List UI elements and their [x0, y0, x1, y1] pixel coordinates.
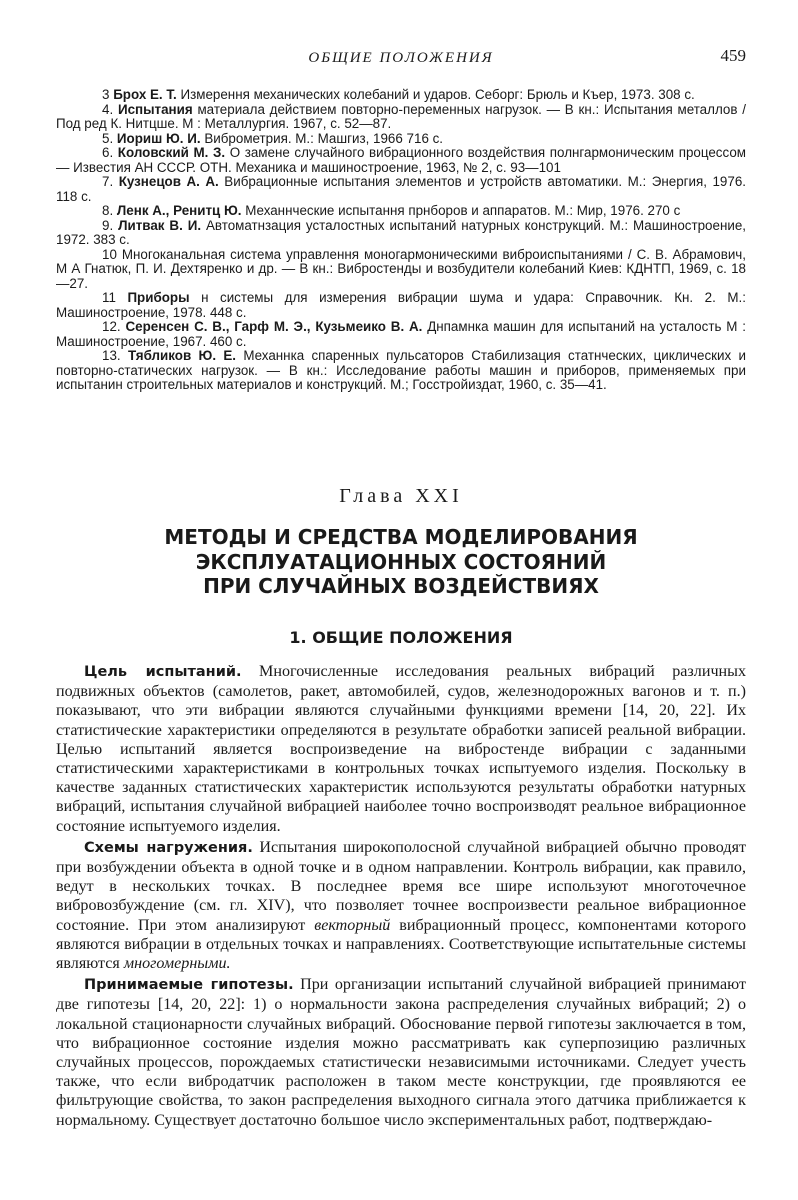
reference-item: 9. Литвак В. И. Автоматнзация усталостных испытаний натурных конструкций. М.: Машиностроение, 1972. 383 с.: [56, 217, 746, 247]
chapter-title-line: ПРИ СЛУЧАЙНЫХ ВОЗДЕЙСТВИЯХ: [203, 574, 599, 598]
reference-item: 6. Коловский М. З. О замене случайного вибрационного воздействия полнгармоническим процессом — Известия АН СССР. ОТН. Механика и машиностроение, 1963, № 2, с. 93—101: [56, 145, 746, 175]
chapter-title-line: ЭКСПЛУАТАЦИОННЫХ СОСТОЯНИЙ: [195, 549, 607, 574]
paragraph: Схемы нагружения. Испытания широкополосной случайной вибрацией обычно проводят при возбуждении объекта в одной точке и в одном направлении. Контроль вибрации, как правило, ведут в нескольких точках. В последнее время все шире используют многоточечное вибровозбуждение (см. гл. XIV), что позволяет точнее воспроизвести реальное вибрационное состояние. При этом анализируют векторный вибрационный процесс, компонентами которого являются вибрации в отдельных точках и направлениях. Соответствующие испытательные системы являются многомерными.: [56, 838, 747, 973]
chapter-title: [56, 525, 746, 599]
running-title: ОБЩИЕ ПОЛОЖЕНИЯ: [308, 50, 494, 66]
reference-item: 13. Тябликов Ю. Е. Механнка спаренных пульсаторов Стабилизация статнческих, циклических и повторно-статических нагрузок. — В кн.: Исследование работы машин и приборов, применяемых при испытанин строительных материалов и конструкций. М.; Госстройиздат, 1960, с. 35—41.: [56, 348, 746, 392]
reference-item: 4. Испытания материала действием повторно-переменных нагрузок. — В кн.: Испытания металлов / Под ред К. Нитцше. М : Металлургия. 1967, с. 52—87.: [56, 101, 746, 131]
reference-item: 5. Иориш Ю. И. Виброметрия. М.: Машгиз, 1966 716 с.: [102, 130, 444, 146]
paragraph-lead: Цель испытаний.: [84, 664, 242, 680]
paragraph-lead: Схемы нагружения.: [84, 839, 253, 856]
chapter-label: Глава XXI: [339, 485, 463, 507]
page-number: 459: [720, 46, 746, 65]
reference-item: 11 Приборы н системы для измерения вибрации шума и удара: Справочник. Кн. 2. М.: Машиностроение, 1978. 448 с.: [56, 290, 746, 320]
reference-item: 8. Ленк А., Ренитц Ю. Механнческие испытання прнборов и аппаратов. М.: Мир, 1976. 270 с: [102, 203, 681, 218]
reference-item: 12. Серенсен С. В., Гарф М. Э., Кузьмеико В. А. Днпамнка машин для испытаний на усталость М : Машиностроение, 1967. 460 с.: [56, 319, 746, 349]
paragraph: Принимаемые гипотезы. При организации испытаний случайной вибрацией принимают две гипотезы [14, 20, 22]: 1) о нормальности закона распределения случайных вибраций; 2) о локальной стационарности случайных вибраций. Обоснование первой гипотезы заключается в том, что вибрационное состояние изделия можно рассматривать как суперпозицию различных случайных процессов, порождаемых статистически независимыми источниками. Следует учесть также, что если вибродатчик расположен в таком месте конструкции, где проявляются ее фильтрующие свойства, то закон распределения выходного сигнала этого датчика приближается к нормальному. Существует достаточно большое число экспериментальных работ, подтверждаю-: [56, 976, 746, 1129]
reference-item: 3 Брох Е. Т. Измерення механических колебаний и ударов. Себорг: Брюль и Къер, 1973. 308 с.: [102, 87, 695, 102]
reference-item: 7. Кузнецов А. А. Вибрационные испытания элементов и устройств автоматики. М.: Энергия, 1976. 118 с.: [56, 174, 746, 204]
reference-list: [56, 88, 746, 393]
paragraph-lead: Принимаемые гипотезы.: [84, 977, 294, 994]
chapter-title-line: МЕТОДЫ И СРЕДСТВА МОДЕЛИРОВАНИЯ: [164, 525, 638, 549]
paragraph: Цель испытаний. Многочисленные исследования реальных вибраций различных подвижных объектов (самолетов, ракет, автомобилей, судов, железнодорожных вагонов и т. п.) показывают, что эти вибрации являются случайными функциями времени [14, 20, 22]. Их статистические характеристики определяются в результате обработки записей реальной вибрации. Целью испытаний является воспроизведение на вибростенде вибрации с заданными статистическими характеристиками в контрольных точках испытуемого изделия. Поскольку в качестве заданных статистических характеристик используются результаты обработки натурных вибраций, испытания случайной вибрацией наиболее точно воспроизводят реальное вибрационное состояние испытуемого изделия.: [56, 663, 747, 835]
section-heading: 1. ОБЩИЕ ПОЛОЖЕНИЯ: [289, 628, 513, 647]
body-text: [56, 662, 746, 1132]
page-header: [56, 40, 746, 70]
reference-item: 10 Многоканальная система управлення моногармоническими виброиспытаниями / С. В. Абрамович, М А Гнатюк, П. И. Дехтяренко и др. — В кн.: Вибростенды и возбудители колебаний Киев: КДНТП, 1969, с. 18—27.: [56, 246, 746, 291]
